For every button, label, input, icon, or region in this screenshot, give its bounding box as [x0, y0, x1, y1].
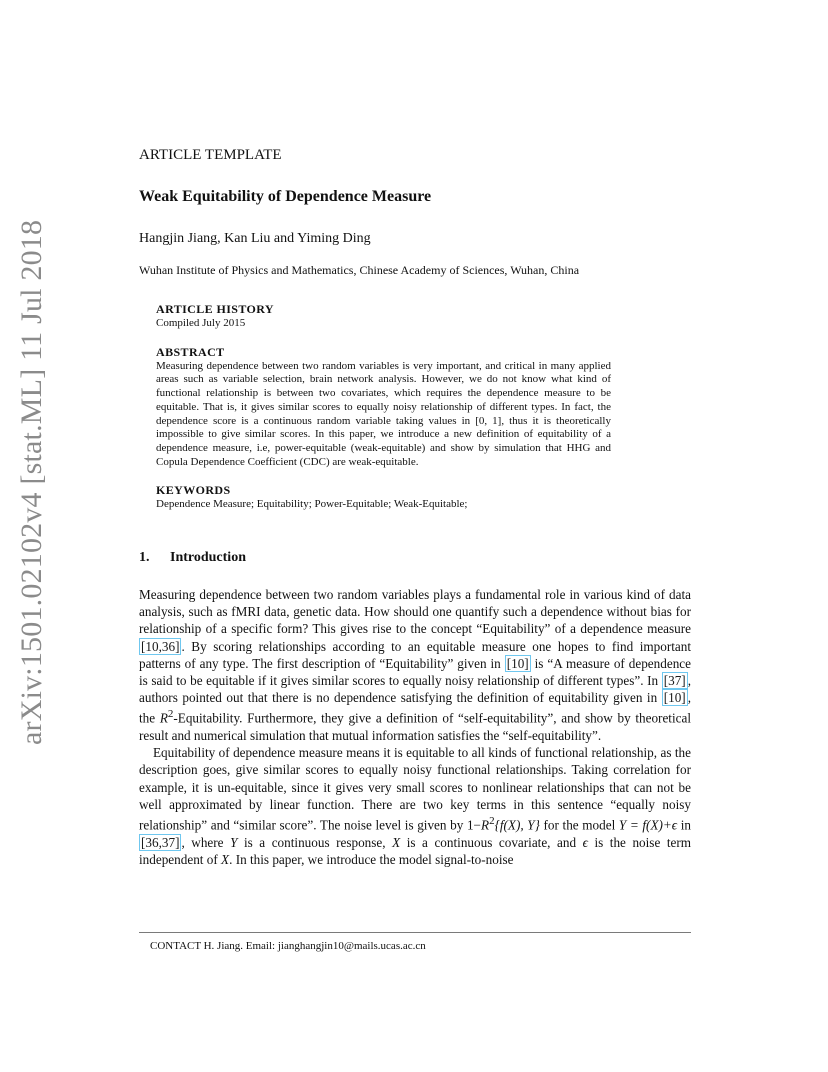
paragraph-1-part-6: -Equitability. Furthermore, they give a definition of “self-equitability”, and show by theoretical result and numerical simulation that mutual information satisfies the “self-equitability”. — [139, 710, 691, 744]
introduction-paragraph-2 — [139, 744, 691, 868]
citation-link-36-37[interactable]: [36,37] — [141, 834, 180, 850]
footnote-separator — [139, 932, 691, 933]
abstract-heading: ABSTRACT — [156, 344, 225, 359]
section-title: Introduction — [170, 550, 246, 566]
paragraph-2-part-3: in — [677, 817, 692, 833]
keywords-text: Dependence Measure; Equitability; Power-Equitable; Weak-Equitable; — [156, 498, 468, 511]
noise-formula-rest: {f(X), Y} — [494, 817, 540, 833]
r-squared-exponent: 2 — [167, 708, 174, 721]
citation-link-37[interactable]: [37] — [663, 673, 686, 689]
model-formula: Y = f(X)+ϵ — [618, 817, 678, 833]
response-symbol: Y — [230, 834, 238, 850]
paragraph-2-part-6: is a continuous covariate, and — [400, 834, 583, 850]
noise-formula-exponent: 2 — [489, 815, 495, 828]
paragraph-2-part-1: Equitability of dependence measure means it is equitable to all kinds of functional relationship, as the description goes, give similar scores to equally noisy functional relationships. Taking correlation for example, it is un-equitable, since it gives very small scores to nonlinear relationships that can not be well approximated by linear function. There are two key terms in this sentence “equally noisy relationship” and “similar score”. The noise level is given by 1− — [139, 745, 691, 833]
contact-footnote: CONTACT H. Jiang. Email: jianghangjin10@mails.ucas.ac.cn — [150, 940, 426, 952]
article-history-text: Compiled July 2015 — [156, 317, 246, 329]
paragraph-1-part-3: is “A measure of dependence is said to be equitable if it gives similar scores to equally noisy relationship of different types”. In — [139, 655, 691, 689]
paragraph-2-part-7: is the noise term independent of — [139, 834, 692, 867]
paragraph-2-part-5: is a continuous response, — [237, 834, 393, 850]
paragraph-1-part-4: , authors pointed out that there is no dependence satisfying the definition of equitability given in — [139, 673, 691, 706]
r-squared-symbol: R — [159, 710, 168, 726]
abstract — [156, 345, 611, 470]
authors: Hangjin Jiang, Kan Liu and Yiming Ding — [139, 231, 371, 246]
keywords — [156, 483, 611, 512]
abstract-text: Measuring dependence between two random variables is very important, and critical in many applied areas such as variable selection, brain network analysis. However, we do not know what kind of functional relationship is between two covariates, which requires the dependence measure to be equitable. That is, it gives similar scores to equally noisy relationship of different types. In fact, the dependence score is a continuous random variable taking values in [0, 1], thus it is theoretically impossible to give similar scores. In this paper, we introduce a new definition of equitability of a dependence measure, i.e, power-equitable (weak-equitable) and show by simulation that HHG and Copula Dependence Coefficient (CDC) are weak-equitable. — [156, 359, 611, 468]
citation-link-10-second[interactable]: [10] — [663, 690, 686, 706]
paragraph-2-part-2: for the model — [539, 817, 619, 833]
introduction-paragraph-1 — [139, 586, 691, 744]
citation-link-10-36[interactable]: [10,36] — [141, 638, 180, 654]
keywords-heading: KEYWORDS — [156, 483, 231, 498]
affiliation: Wuhan Institute of Physics and Mathematics, Chinese Academy of Sciences, Wuhan, China — [139, 263, 580, 277]
paper-title: Weak Equitability of Dependence Measure — [139, 188, 432, 205]
paragraph-1-part-1: Measuring dependence between two random variables plays a fundamental role in various kind of data analysis, such as fMRI data, genetic data. How should one quantify such a dependence without bias for relationship of a specific form? This gives rise to the concept “Equitability” of a dependence measure — [139, 587, 691, 637]
covariate-symbol-second: X — [221, 851, 230, 867]
paper-page — [139, 144, 691, 868]
noise-formula-symbol: R — [481, 817, 490, 833]
article-history — [156, 302, 611, 331]
article-template-label: ARTICLE TEMPLATE — [139, 147, 282, 163]
citation-link-10[interactable]: [10] — [506, 655, 529, 671]
paragraph-2-part-4: , where — [181, 834, 231, 850]
paragraph-1-part-2: . By scoring relationships according to an equitable measure one hopes to find important patterns of any type. The first description of “Equitability” given in — [139, 638, 691, 671]
article-history-heading: ARTICLE HISTORY — [156, 302, 274, 316]
paragraph-2-part-8: . In this paper, we introduce the model signal-to-noise — [229, 851, 514, 867]
introduction-heading — [139, 548, 691, 568]
epsilon-symbol: ϵ — [582, 834, 588, 850]
paragraph-1-part-5: , the — [139, 690, 691, 726]
arxiv-side-stamp: arXiv:1501.02102v4 [stat.ML] 11 Jul 2018 — [15, 219, 48, 745]
section-number: 1. — [139, 550, 150, 566]
covariate-symbol: X — [392, 834, 401, 850]
front-matter — [156, 302, 611, 512]
